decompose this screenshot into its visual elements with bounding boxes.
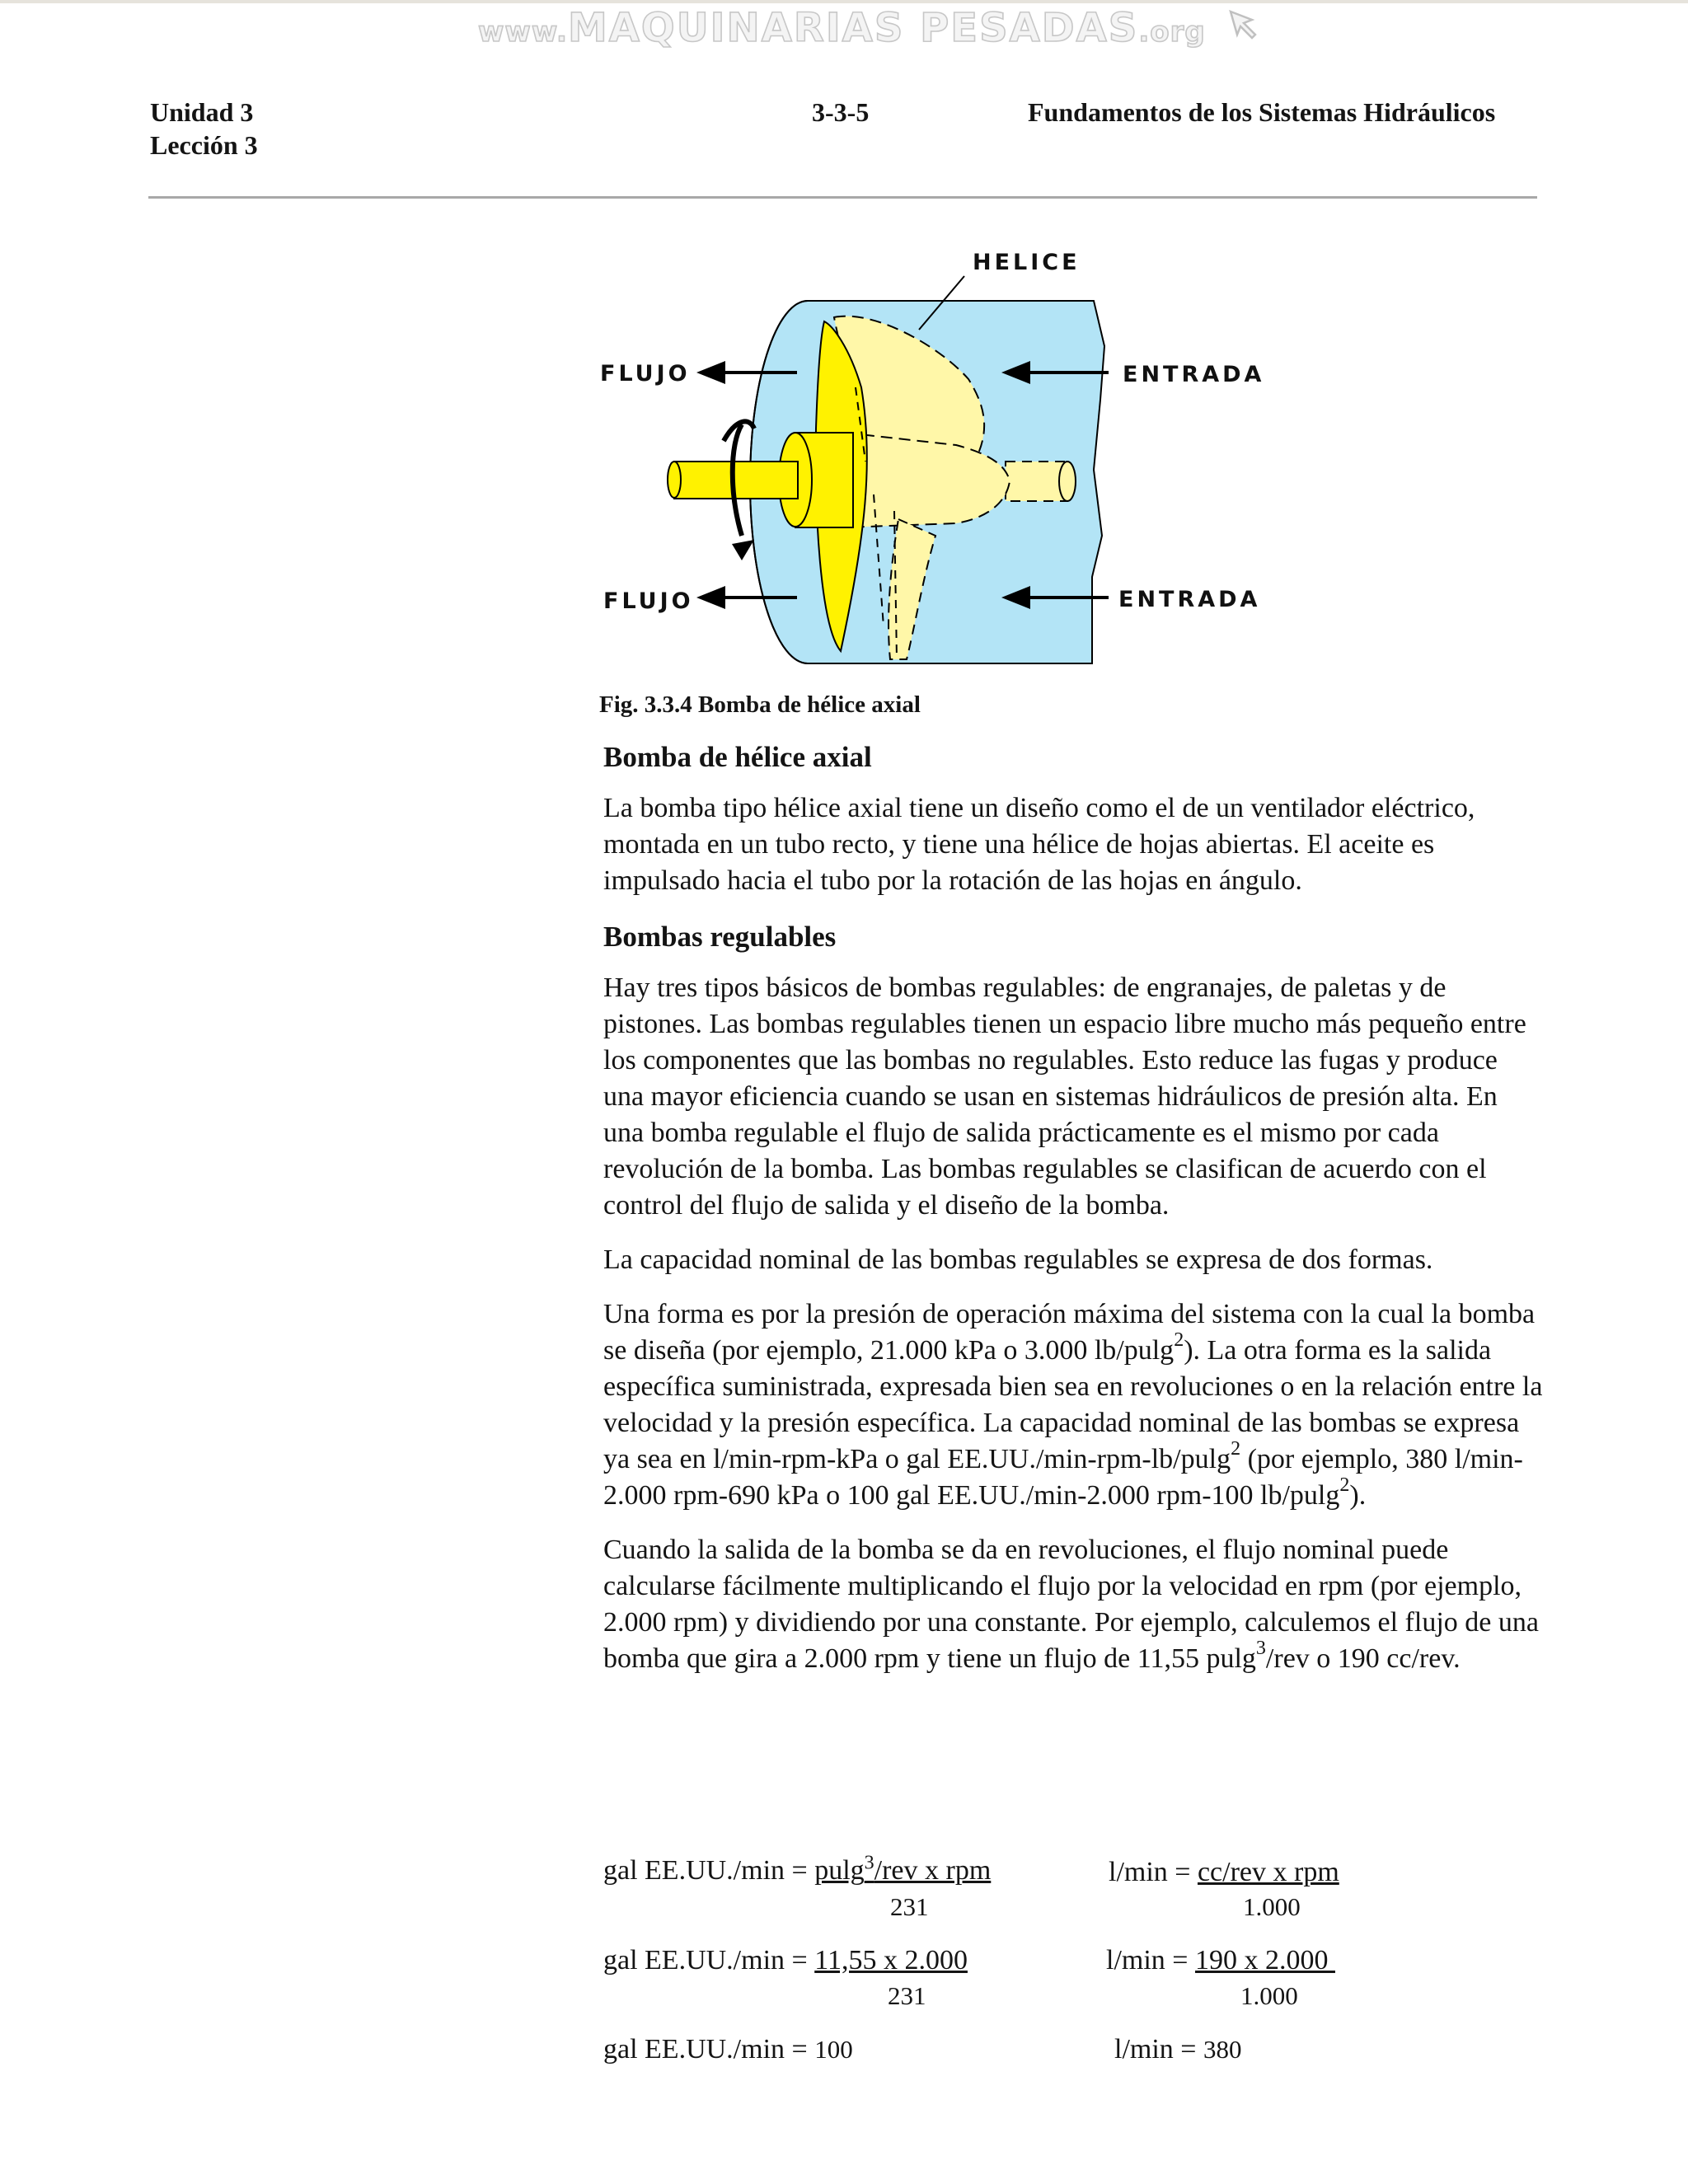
paragraph-flow-calc: Cuando la salida de la bomba se da en revoluciones, el flujo nominal puede calcularse fácilmente multiplicando el flujo por la velocidad en rpm (por ejemplo, 2.000 rpm) y dividiendo por una constante. Por ejemplo, calculemos el flujo de una bomba que gira a 2.000 rpm y tiene un flujo de 11,55 pulg$^3$/rev o 190 cc/rev.	[603, 1535, 1539, 1674]
paragraph-regulables-types: Hay tres tipos básicos de bombas regulables: de engranajes, de paletas y de pistones. Las bombas regulables tienen un espacio libre mucho más pequeño entre los componentes que las bombas no regulables. Esto reduce las fugas y produce una mayor eficiencia cuando se usan en sistemas hidráulicos de presión alta. En una bomba regulable el flujo de salida prácticamente es el mismo por cada revolución de la bomba. Las bombas regulables se clasifican de acuerdo con el control del flujo de salida y el diseño de la bomba.	[603, 972, 1526, 1221]
label-flujo-top: FLUJO	[600, 361, 691, 387]
axial-pump-figure	[577, 239, 1278, 676]
paragraph-capacity-intro: La capacidad nominal de las bombas regulables se expresa de dos formas.	[603, 1244, 1433, 1275]
header-page-number: 3-3-5	[812, 97, 870, 127]
formula-lmin-general: l/min = cc/rev x rpm	[1109, 1857, 1339, 1887]
formula-lmin-result: l/min = 380	[1114, 2034, 1242, 2064]
drive-shaft	[674, 462, 798, 499]
formula-gal-substituted: gal EE.UU./min = 11,55 x 2.000	[603, 1945, 968, 1975]
body-text	[603, 738, 1543, 1695]
watermark-name: MAQUINARIAS PESADAS	[567, 5, 1139, 51]
formula-lmin-substituted: l/min = 190 x 2.000	[1106, 1945, 1335, 1975]
watermark-prefix: www.	[478, 16, 568, 49]
label-flujo-bottom: FLUJO	[603, 588, 694, 614]
label-entrada-top: ENTRADA	[1123, 362, 1265, 387]
paragraph-axial: La bomba tipo hélice axial tiene un diseño como el de un ventilador eléctrico, montada en un tubo recto, y tiene una hélice de hojas abiertas. El aceite es impulsado hacia el tubo por la rotación de las hojas en ángulo.	[603, 793, 1475, 896]
section-heading-regulables: Bombas regulables	[603, 921, 837, 953]
site-watermark	[478, 5, 1253, 63]
paragraph-capacity-forms: Una forma es por la presión de operación máxima del sistema con la cual la bomba se diseña (por ejemplo, 21.000 kPa o 3.000 lb/pulg$^2$). La otra forma es la salida específica suministrada, expresada bien sea en revoluciones o en la relación entre la velocidad y la presión específica. La capacidad nominal de las bombas se expresa ya sea en l/min-rpm-kPa o gal EE.UU./min-rpm-lb/pulg$^2$ (por ejemplo, 380 l/min-2.000 rpm-690 kPa o 100 gal EE.UU./min-2.000 rpm-100 lb/pulg$^2$).	[603, 1299, 1543, 1511]
formula-gal-general: gal EE.UU./min = pulg$^3$/rev x rpm	[603, 1852, 992, 1886]
formula-lmin-substituted-denominator: 1.000	[1240, 1981, 1298, 2010]
formula-lmin-general-denominator: 1.000	[1243, 1892, 1301, 1921]
figure-caption: Fig. 3.3.4 Bomba de hélice axial	[599, 691, 921, 718]
cursor-arrow-icon	[1227, 5, 1264, 51]
formula-gal-general-denominator: 231	[890, 1892, 929, 1921]
top-edge-bar	[0, 0, 1688, 3]
header-divider	[148, 196, 1537, 199]
label-helice: HELICE	[973, 250, 1081, 275]
formula-gal-substituted-denominator: 231	[888, 1981, 926, 2010]
header-title: Fundamentos de los Sistemas Hidráulicos	[1028, 97, 1496, 127]
header-lesson: Lección 3	[150, 130, 258, 160]
label-entrada-bottom: ENTRADA	[1118, 587, 1261, 612]
watermark-suffix: .org	[1138, 16, 1206, 49]
rear-shaft	[1006, 462, 1067, 501]
section-heading-axial: Bomba de hélice axial	[603, 741, 872, 773]
formula-gal-result: gal EE.UU./min = 100	[603, 2034, 853, 2064]
header-unit: Unidad 3	[150, 97, 254, 127]
